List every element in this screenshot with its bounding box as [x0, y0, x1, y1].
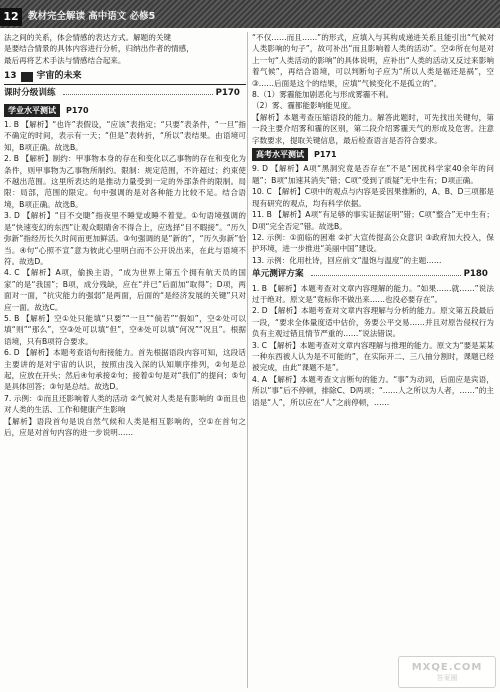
- answer-paragraph: 【解析】本题考查压缩语段的能力。解答此题时，可先找出关键句，第一段主要介绍雾和霾的区别，第二段介绍雾霾天气的形成及危害。注意字数要求，提取关键信息，最后检查语言是否符合要求。: [252, 112, 494, 145]
- column-divider: [247, 32, 248, 688]
- watermark-text: MXQE.COM: [411, 661, 483, 673]
- answer-paragraph: 12. 示例：①面临的困难 ②扩大宣传提高公众意识 ③政府加大投入，保护环境，进一步推进“美丽中国”建设。: [252, 232, 494, 254]
- intro-line: 是要结合情景的具体内容进行分析，归纳出作者的情感，: [4, 44, 194, 54]
- answer-paragraph: 3. C 【解析】本题考查对文章内容理解与推理的能力。原文为“要是某某一种东西被人认为是不可能的”，在实际开二、三八抽分割时，课题已经被完成，由此“课题不是”。: [252, 340, 494, 373]
- dotted-leader: [63, 88, 213, 95]
- unit-title: 宇宙的未来: [36, 71, 82, 82]
- answer-paragraph: 8.（1）雾霾能加剧恶化与形成雾霾不利。: [252, 90, 394, 100]
- answer-paragraph: 5. B 【解析】空①处只能填“只要”“一旦”“倘若”“假如”，空②处可以填“则”“那么”，空③处可以填“但”，空④处可以填“何况”“况且”。根据语境，只有B项符合要求。: [4, 313, 246, 346]
- answer-paragraph: （2）雾、霾都能影响能见度。: [252, 101, 356, 111]
- answer-paragraph: 【解析】语段首句是说自然气候和人类是相互影响的，空①在首句之后，应是对首句内容的进一步说明……: [4, 416, 246, 437]
- answer-paragraph: 3. D 【解析】“目不交睫”指夜里不睡觉或睡不着觉。①句语境强调的是“快速变幻的东西”让观众眼睛舍不得合上，应选择“目不暇接”。“历久弥新”指经历长久时间而更加鲜活。③句强调的是“新的”，“历久弥新”恰当。④句“心照不宣”意为彼此心里明白而不公开说出来，在此与语境不符。故选D。: [4, 211, 246, 266]
- answer-paragraph: 6. D 【解析】本题考查语句衔接能力。首先根据语段内容可知，这段话主要讲的是对宇宙的认识，按照由浅入深的认知顺序排列，②句是总起，应放在开头；然后④句承接②句；接着①句是对“我们”的提问；⑤句是具体回答；③句是总结。故选D。: [4, 348, 246, 392]
- level-tag: [4, 104, 89, 117]
- answer-paragraph: 10. C 【解析】C项中的观点与内容是妥因果推断的，A、B、D三项都是现有研究的观点，均有科学依据。: [252, 187, 494, 208]
- dotted-leader: [311, 269, 461, 276]
- answer-paragraph: 9. D 【解析】A项“黑洞究竟是否存在”不是“困扰科学家40余年的问题”；B项“加速其消失”错；C项“受到了质疑”无中生有；D项正确。: [252, 164, 494, 185]
- answer-paragraph: 11. B 【解析】A项“有足够的事实证据证明”错；C项“整合”无中生有；D项“完全否定”错。故选B。: [252, 210, 494, 231]
- answer-paragraph: 7. 示例：①而且还影响着人类的活动 ②气候对人类是有影响的 ③而且也对人类的生活、工作和健康产生影响: [4, 393, 246, 415]
- answer-paragraph: 4. C 【解析】A项，偷换主语，“成为世界上第五个拥有航天员的国家”的是“我国”；B项，成分残缺，应在“并已”后面加“取得”；D项，两面对一面，“抗灾能力的强弱”是两面，后面的“是经济发展的关键”只对应一面。故选C。: [4, 268, 246, 312]
- page-header: [0, 0, 500, 28]
- intro-line: 法之间的关系，体会情感的表达方式。解题的关键: [4, 33, 172, 42]
- answer-paragraph: 2. B 【解析】制约：甲事物本身的存在和变化以乙事物的存在和变化为条件，则甲事物为乙事物所制约。限制：规定范围，不许超过；约束使不越出范围。这里所表达的是推动力量受到一定的外部条件的限制。局限：局部，范围的限定。句中强调的是对各种能力比较不足。结合语境，B项正确。故选B。: [4, 154, 246, 209]
- section-page: P180: [463, 269, 488, 280]
- watermark-subtext: 答案圈: [436, 673, 458, 682]
- book-title: 教材完全解读 高中语文 必修5: [28, 11, 156, 22]
- level-tag: [252, 148, 337, 161]
- page-number: 12: [0, 8, 22, 26]
- right-column: [252, 32, 494, 408]
- answer-paragraph: 13. 示例：化用杜诗，回应前文“温饱与温度”的主题……: [252, 255, 442, 265]
- site-watermark: [398, 656, 496, 688]
- tag-page: P171: [314, 150, 337, 160]
- section-title: 单元测评方案: [252, 269, 304, 280]
- unit-number: 13: [4, 71, 17, 82]
- section-heading: [252, 269, 494, 280]
- tag-label: 高考水平测试: [252, 148, 308, 161]
- answer-paragraph: 4. A 【解析】本题考查文言断句的能力。“事”为动词，后面应是宾语，所以“事”后不停顿，排除C、D两项；“……人之所以为人者，……”的主语是“人”，所以应在“人”之前停顿，……: [252, 374, 494, 407]
- section-title: 课时分级训练: [4, 88, 56, 99]
- left-column: [4, 32, 246, 438]
- tag-page: P170: [66, 105, 89, 115]
- section-page: P170: [215, 88, 240, 99]
- section-heading: [4, 88, 246, 99]
- answer-paragraph: 1. B 【解析】“也许”表假设，“应该”表指定；“只要”表条件，“一旦”指不确定的时间，表示有一天；“但是”表转折，“所以”表结果。由语境可知，B项正确。故选B。: [4, 120, 246, 152]
- answer-paragraph: 1. B 【解析】本题考查对文章内容理解的能力。“如果……就……”说法过于绝对。原文是“竟标你不做出来……也没必要存在”。: [252, 283, 494, 304]
- unit-marker-icon: [21, 72, 33, 82]
- unit-heading: [4, 69, 246, 85]
- answer-paragraph: 2. D 【解析】本题考查对文章内容理解与分析的能力。原文第五段最后一段，“要求全体量度适中估价，务要公平交易……并且对原告侵权行为负有主观过错且情节严重的……”说法错误。: [252, 306, 494, 339]
- tag-label: 学业水平测试: [4, 104, 60, 117]
- intro-line: 最后再将艺术手法与情感结合起来。: [4, 55, 126, 65]
- answer-paragraph: “不仅……而且……”的形式，应填入与其构成递进关系且能引出“气候对人类影响的句子”，故可补出“而且影响着人类的活动”。空②所在句是对上一句“人类活动的影响”的具体说明，应补出“人类的活动又反过来影响着气候”，再结合语境，可以判断句子应为“所以人类是福还是祸”，空③……后面是这个的结果，应填“气候变化不是孤立的”。: [252, 33, 494, 88]
